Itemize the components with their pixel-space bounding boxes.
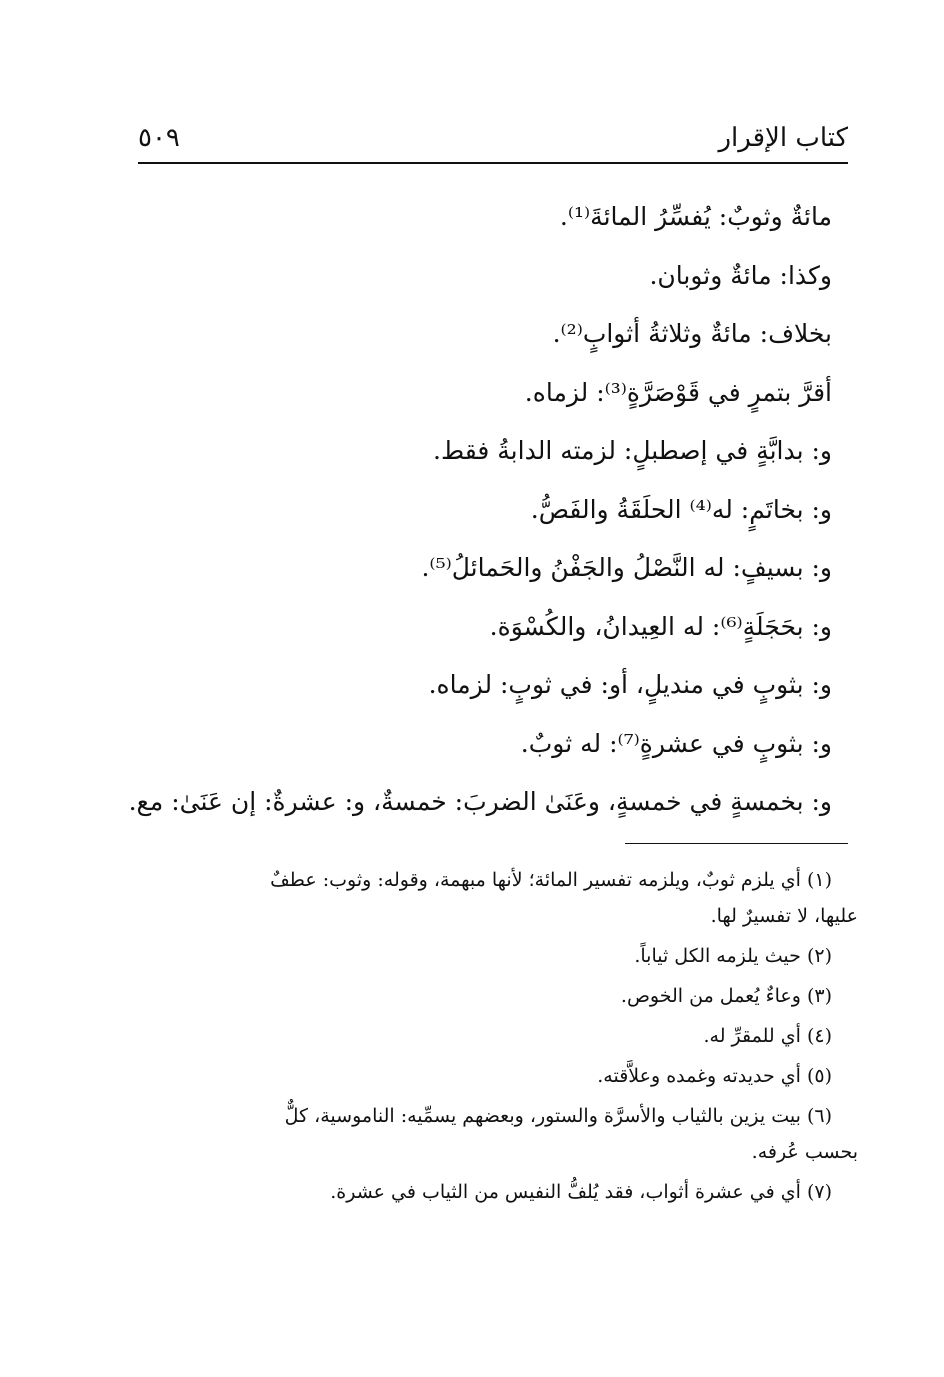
footnote-3: (٣) وعاءٌ يُعمل من الخوص. [620,985,832,1007]
footnote-1-continuation: عليها، لا تفسيرٌ لها. [710,905,858,927]
text-line: و: بسيفٍ: له النَّصْلُ والجَفْنُ والحَمائلُ⁽⁵⁾. [421,553,832,582]
text-line: و: بدابَّةٍ في إصطبلٍ: لزمته الدابةُ فقط. [433,436,832,465]
page-header [138,120,848,160]
footnote-7: (٧) أي في عشرة أثواب، فقد يُلفُّ النفيس من الثياب في عشرة. [330,1181,832,1203]
text-line: أقرَّ بتمرٍ في قَوْصَرَّةٍ⁽³⁾: لزماه. [524,377,832,407]
text-line: و: بخاتَمٍ: له⁽⁴⁾ الحلَقَةُ والفَصُّ. [530,494,832,524]
footnote-2: (٢) حيث يلزمه الكل ثياباً. [634,945,832,967]
text-line: و: بثوبٍ في منديلٍ، أو: في ثوبٍ: لزماه. [428,670,832,699]
footnote-4: (٤) أي للمقرِّ له. [703,1025,832,1047]
text-line: و: بحَجَلَةٍ⁽⁶⁾: له العِيدانُ، والكُسْوَة. [489,611,832,641]
footnote-divider [625,843,848,844]
page-number: ٥٠٩ [138,123,180,153]
text-line: بخلاف: مائةٌ وثلاثةُ أثوابٍ⁽²⁾. [552,319,832,348]
text-line: وكذا: مائةٌ وثوبان. [649,260,832,290]
footnote-6-continuation: بحسب عُرفه. [751,1141,858,1163]
text-line: و: بثوبٍ في عشرةٍ⁽⁷⁾: له ثوبٌ. [520,728,832,758]
footnote-5: (٥) أي حديدته وغمده وعلاَّقته. [597,1065,832,1087]
footnotes [120,862,858,1210]
main-text [128,188,832,832]
footnote-1: (١) أي يلزم ثوبٌ، ويلزمه تفسير المائة؛ لأنها مبهمة، وقوله: وثوب: عطفٌ [270,869,832,891]
text-line: و: بخمسةٍ في خمسةٍ، وعَنَىٰ الضربَ: خمسةٌ، و: عشرةٌ: إن عَنَىٰ: مع. [128,787,832,816]
footnote-6: (٦) بيت يزين بالثياب والأسرَّة والستور، وبعضهم يسمِّيه: الناموسية، كلٌّ [284,1105,832,1127]
text-line: مائةٌ وثوبٌ: يُفسِّرُ المائةَ⁽¹⁾. [559,202,832,231]
header-divider [138,162,848,164]
running-title: كتاب الإقرار [718,123,848,153]
